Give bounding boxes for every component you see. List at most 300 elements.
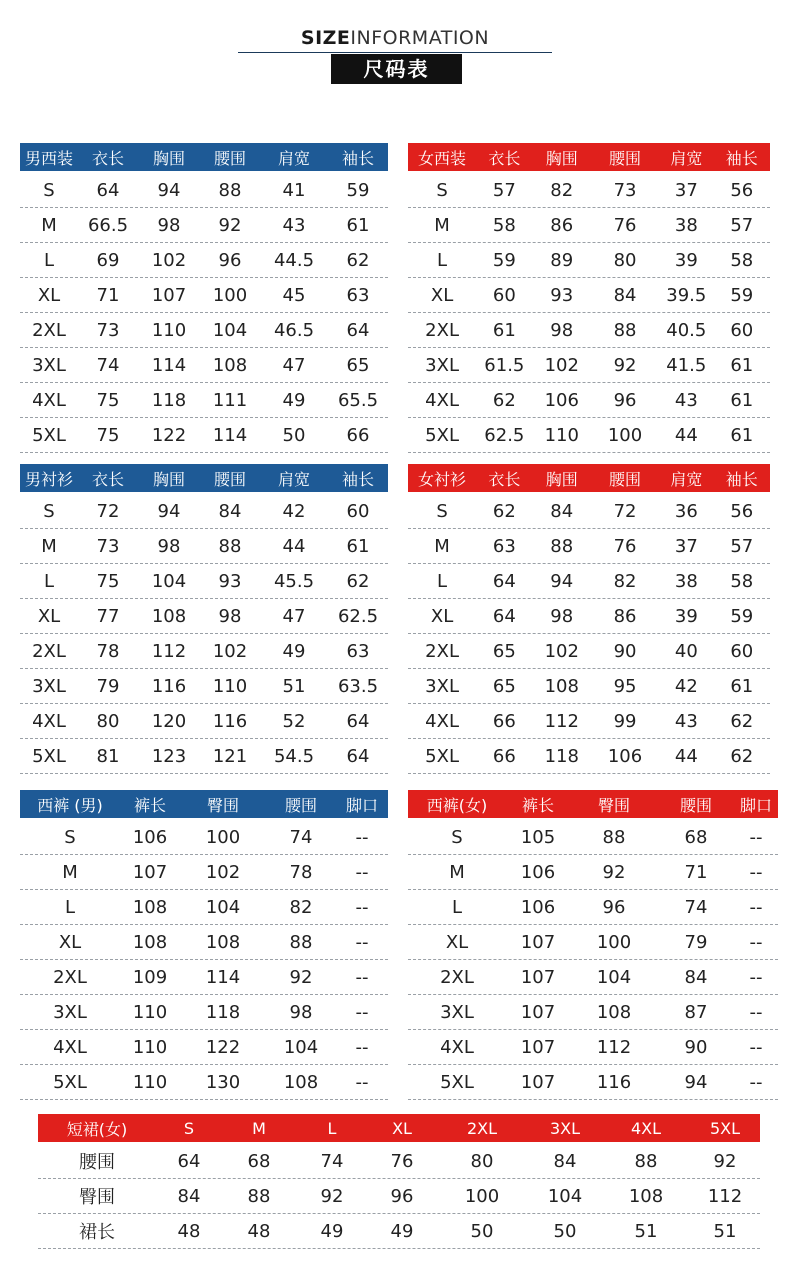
table-row: [408, 208, 770, 243]
column-header: 腰围: [609, 469, 642, 489]
table-cell: 45: [282, 284, 306, 306]
table-cell: 72: [613, 500, 637, 522]
table-cell: 121: [212, 745, 248, 767]
table-cell: --: [749, 966, 763, 988]
table-cell: 84: [177, 1185, 201, 1207]
table-row: [20, 599, 388, 634]
table-row: [408, 925, 778, 960]
table-row: [20, 739, 388, 774]
table-cell: 104: [205, 896, 241, 918]
table-cell: 74: [289, 826, 313, 848]
table-row: [20, 529, 388, 564]
table-cell: 39: [674, 605, 698, 627]
table-cell: 116: [151, 675, 187, 697]
row-label: 4XL: [53, 1036, 87, 1058]
table-row: [408, 173, 770, 208]
row-label: 4XL: [425, 389, 459, 411]
table-cell: 76: [390, 1150, 414, 1172]
row-label: L: [437, 249, 448, 271]
table-cell: 71: [96, 284, 120, 306]
table-cell: 118: [544, 745, 579, 767]
table-row: [408, 890, 778, 925]
table-cell: 114: [205, 966, 241, 988]
column-header: 3XL: [549, 1118, 581, 1138]
table-cell: 43: [674, 710, 698, 732]
table-cell: --: [355, 861, 369, 883]
table-cell: 86: [613, 605, 637, 627]
column-header: 胸围: [152, 148, 185, 168]
table-cell: 98: [550, 605, 574, 627]
row-label: XL: [430, 605, 454, 627]
table-cell: 59: [346, 179, 370, 201]
table-cell: 100: [464, 1185, 500, 1207]
table-cell: 65: [492, 640, 516, 662]
table-cell: 38: [674, 214, 698, 236]
row-label: 2XL: [53, 966, 87, 988]
row-label: 3XL: [425, 354, 459, 376]
table-cell: 100: [212, 284, 248, 306]
table-cell: 47: [282, 354, 306, 376]
table-cell: --: [749, 896, 763, 918]
men-shirt-size-table: [20, 464, 388, 778]
table-cell: 90: [684, 1036, 708, 1058]
table-cell: 98: [218, 605, 242, 627]
table-row: [408, 243, 770, 278]
table-cell: 49: [320, 1220, 344, 1242]
row-label: M: [41, 535, 57, 557]
table-cell: 109: [132, 966, 168, 988]
table-cell: 80: [613, 249, 637, 271]
table-row: [20, 208, 388, 243]
table-row: [20, 669, 388, 704]
column-header: 胸围: [152, 469, 185, 489]
table-cell: 61: [346, 535, 370, 557]
table-cell: 108: [596, 1001, 632, 1023]
column-header: 裤长: [521, 795, 554, 815]
column-header: M: [252, 1118, 266, 1138]
table-cell: 51: [282, 675, 306, 697]
table-row: [20, 890, 388, 925]
table-row: [408, 995, 778, 1030]
table-cell: 74: [96, 354, 120, 376]
table-cell: 118: [205, 1001, 241, 1023]
table-row: [408, 529, 770, 564]
table-cell: 44: [282, 535, 306, 557]
table-cell: 62: [346, 249, 370, 271]
table-cell: 108: [212, 354, 248, 376]
column-header: 袖长: [341, 469, 374, 489]
table-cell: 61: [730, 389, 754, 411]
table-cell: 108: [132, 931, 168, 953]
table-cell: 100: [596, 931, 632, 953]
table-cell: --: [355, 931, 369, 953]
table-cell: 64: [177, 1150, 201, 1172]
table-cell: 79: [684, 931, 708, 953]
table-cell: 112: [544, 710, 579, 732]
table-cell: 84: [684, 966, 708, 988]
table-cell: 98: [157, 214, 181, 236]
table-cell: 74: [684, 896, 708, 918]
table-cell: 58: [492, 214, 516, 236]
table-cell: 62: [492, 389, 516, 411]
header-divider: [238, 52, 552, 53]
table-cell: 74: [320, 1150, 344, 1172]
row-label: 2XL: [425, 640, 459, 662]
table-cell: 81: [96, 745, 120, 767]
row-label: 3XL: [440, 1001, 474, 1023]
table-row: [20, 704, 388, 739]
table-row: [408, 494, 770, 529]
table-cell: 47: [282, 605, 306, 627]
table-cell: 107: [520, 931, 556, 953]
table-row: [38, 1179, 760, 1214]
column-header: 短裙(女): [66, 1119, 128, 1139]
table-cell: 76: [613, 214, 637, 236]
table-cell: 39.5: [666, 284, 707, 306]
title-en-bold: SIZE: [300, 27, 351, 49]
table-cell: 104: [151, 570, 187, 592]
table-cell: --: [749, 1071, 763, 1093]
table-row: [20, 634, 388, 669]
table-cell: 42: [282, 500, 306, 522]
table-cell: 110: [151, 319, 187, 341]
table-cell: 69: [96, 249, 120, 271]
table-cell: 43: [674, 389, 698, 411]
row-label: 3XL: [53, 1001, 87, 1023]
table-cell: 107: [132, 861, 168, 883]
column-header: 裤长: [133, 795, 166, 815]
row-label: XL: [37, 605, 61, 627]
table-cell: 104: [547, 1185, 583, 1207]
table-cell: 44: [674, 424, 698, 446]
table-cell: 98: [157, 535, 181, 557]
column-header: 女西装: [418, 148, 467, 168]
table-cell: 64: [492, 570, 516, 592]
table-cell: 110: [212, 675, 248, 697]
table-row: [408, 669, 770, 704]
table-cell: 51: [713, 1220, 737, 1242]
table-cell: 40: [674, 640, 698, 662]
table-row: [408, 599, 770, 634]
column-header: 臀围: [597, 795, 630, 815]
table-cell: 64: [346, 319, 370, 341]
column-header: 腰围: [609, 148, 642, 168]
table-cell: 45.5: [273, 570, 315, 592]
table-cell: 116: [596, 1071, 632, 1093]
table-header: [38, 1114, 760, 1142]
table-cell: 102: [544, 640, 579, 662]
table-row: [20, 348, 388, 383]
table-cell: 116: [212, 710, 248, 732]
table-row: [408, 1030, 778, 1065]
table-cell: 65.5: [337, 389, 379, 411]
table-cell: --: [355, 1036, 369, 1058]
table-header: [408, 143, 770, 171]
table-row: [408, 634, 770, 669]
table-header: [20, 790, 388, 818]
table-row: [20, 855, 388, 890]
table-cell: 107: [520, 1071, 556, 1093]
row-label: 裙长: [79, 1222, 115, 1243]
table-cell: 75: [96, 389, 120, 411]
table-cell: 102: [205, 861, 241, 883]
table-cell: 123: [151, 745, 187, 767]
column-header: 脚口: [739, 795, 772, 815]
row-label: 5XL: [32, 745, 66, 767]
table-cell: 88: [550, 535, 574, 557]
table-cell: 88: [247, 1185, 271, 1207]
women-suit-size-table: [408, 143, 770, 457]
table-cell: 61: [730, 675, 754, 697]
table-cell: 79: [96, 675, 120, 697]
table-cell: 37: [674, 535, 698, 557]
row-label: XL: [58, 931, 82, 953]
table-cell: 93: [550, 284, 574, 306]
table-cell: 63: [492, 535, 516, 557]
table-cell: 61.5: [484, 354, 525, 376]
table-row: [408, 418, 770, 453]
table-cell: 88: [218, 535, 242, 557]
table-cell: 92: [218, 214, 242, 236]
table-cell: 50: [282, 424, 306, 446]
table-cell: 66: [492, 745, 516, 767]
column-header: 肩宽: [670, 148, 703, 168]
table-cell: 92: [613, 354, 637, 376]
table-row: [408, 960, 778, 995]
table-row: [408, 1065, 778, 1100]
table-cell: 57: [730, 214, 754, 236]
column-header: 腰围: [213, 148, 246, 168]
table-cell: 107: [520, 966, 556, 988]
table-row: [20, 173, 388, 208]
table-cell: 122: [205, 1036, 241, 1058]
row-label: M: [449, 861, 465, 883]
title-en-light: INFORMATION: [350, 27, 490, 49]
table-cell: 52: [282, 710, 306, 732]
column-header: S: [183, 1118, 195, 1138]
table-row: [20, 925, 388, 960]
row-label: 5XL: [440, 1071, 474, 1093]
row-label: 5XL: [53, 1071, 87, 1093]
row-label: S: [451, 826, 463, 848]
table-cell: 102: [212, 640, 248, 662]
table-row: [20, 820, 388, 855]
table-row: [20, 960, 388, 995]
table-cell: 120: [151, 710, 187, 732]
table-row: [408, 564, 770, 599]
table-cell: 108: [132, 896, 168, 918]
row-label: 4XL: [440, 1036, 474, 1058]
table-row: [20, 313, 388, 348]
table-row: [20, 494, 388, 529]
table-cell: 44.5: [273, 249, 315, 271]
table-cell: 110: [132, 1036, 168, 1058]
table-cell: 122: [151, 424, 187, 446]
table-cell: 75: [96, 570, 120, 592]
table-row: [20, 418, 388, 453]
table-cell: --: [355, 966, 369, 988]
table-row: [20, 1030, 388, 1065]
table-header: [408, 790, 778, 818]
table-cell: 96: [602, 896, 626, 918]
table-cell: 68: [684, 826, 708, 848]
table-cell: 118: [151, 389, 187, 411]
table-cell: 50: [470, 1220, 494, 1242]
column-header: 胸围: [545, 148, 578, 168]
row-label: S: [64, 826, 76, 848]
table-cell: 78: [96, 640, 120, 662]
table-cell: 95: [613, 675, 637, 697]
row-label: L: [437, 570, 448, 592]
table-cell: 80: [96, 710, 120, 732]
table-cell: 114: [151, 354, 187, 376]
column-header: 衣长: [91, 148, 124, 168]
row-label: 5XL: [425, 424, 459, 446]
table-cell: 108: [205, 931, 241, 953]
table-cell: --: [355, 896, 369, 918]
table-cell: 42: [674, 675, 698, 697]
table-header: [20, 143, 388, 171]
table-cell: 62.5: [484, 424, 525, 446]
table-cell: 94: [550, 570, 574, 592]
column-header: 衣长: [91, 469, 124, 489]
table-cell: 66.5: [87, 214, 129, 236]
table-cell: 77: [96, 605, 120, 627]
table-cell: 104: [596, 966, 632, 988]
table-cell: --: [749, 931, 763, 953]
table-cell: 58: [730, 570, 754, 592]
table-cell: 64: [492, 605, 516, 627]
row-label: 4XL: [425, 710, 459, 732]
table-cell: 60: [730, 640, 754, 662]
table-cell: 73: [96, 319, 120, 341]
table-cell: 106: [607, 745, 643, 767]
table-cell: 46.5: [273, 319, 315, 341]
row-label: L: [43, 570, 55, 592]
table-cell: --: [355, 826, 369, 848]
column-header: 腰围: [679, 795, 712, 815]
table-header: [20, 464, 388, 492]
table-cell: 57: [492, 179, 516, 201]
table-row: [38, 1214, 760, 1249]
table-cell: 106: [520, 896, 556, 918]
table-cell: 44: [674, 745, 698, 767]
table-cell: 107: [151, 284, 187, 306]
table-cell: 73: [96, 535, 120, 557]
table-row: [408, 820, 778, 855]
column-header: 4XL: [630, 1118, 662, 1138]
table-row: [408, 313, 770, 348]
table-row: [20, 243, 388, 278]
table-cell: 104: [283, 1036, 319, 1058]
row-label: 3XL: [32, 354, 66, 376]
table-cell: 82: [550, 179, 574, 201]
table-cell: 88: [634, 1150, 658, 1172]
table-cell: 102: [151, 249, 187, 271]
row-label: 2XL: [440, 966, 474, 988]
column-header: XL: [392, 1118, 412, 1138]
table-cell: 84: [218, 500, 242, 522]
table-cell: 106: [520, 861, 556, 883]
table-cell: 108: [151, 605, 187, 627]
table-row: [408, 348, 770, 383]
table-header: [408, 464, 770, 492]
table-cell: 43: [282, 214, 306, 236]
table-row: [20, 995, 388, 1030]
row-label: 2XL: [425, 319, 459, 341]
table-cell: 56: [730, 179, 754, 201]
table-cell: 106: [132, 826, 168, 848]
table-cell: --: [749, 1001, 763, 1023]
table-cell: 108: [628, 1185, 664, 1207]
row-label: L: [451, 896, 463, 918]
table-cell: 48: [177, 1220, 201, 1242]
table-cell: 58: [730, 249, 754, 271]
table-cell: 60: [346, 500, 370, 522]
table-row: [408, 855, 778, 890]
row-label: 3XL: [425, 675, 459, 697]
table-cell: 51: [634, 1220, 658, 1242]
table-cell: 60: [492, 284, 516, 306]
table-cell: 63: [346, 284, 370, 306]
table-cell: 49: [282, 389, 306, 411]
table-cell: 96: [218, 249, 242, 271]
table-cell: 110: [132, 1001, 168, 1023]
table-cell: 98: [289, 1001, 313, 1023]
column-header: 胸围: [545, 469, 578, 489]
column-header: 袖长: [725, 469, 758, 489]
row-label: M: [62, 861, 78, 883]
table-cell: 71: [684, 861, 708, 883]
table-cell: 41.5: [666, 354, 707, 376]
row-label: XL: [430, 284, 454, 306]
column-header: 衣长: [488, 148, 521, 168]
table-cell: 111: [212, 389, 248, 411]
row-label: S: [43, 179, 55, 201]
table-cell: 114: [212, 424, 248, 446]
column-header: 脚口: [345, 795, 378, 815]
table-cell: 63: [346, 640, 370, 662]
table-cell: 84: [553, 1150, 577, 1172]
table-cell: 110: [544, 424, 579, 446]
table-row: [38, 1144, 760, 1179]
men-pants-size-table: [20, 790, 388, 1104]
table-cell: 88: [218, 179, 242, 201]
men-suit-size-table: [20, 143, 388, 457]
table-cell: 64: [96, 179, 120, 201]
row-label: S: [43, 500, 55, 522]
table-cell: 88: [602, 826, 626, 848]
table-cell: 65: [346, 354, 370, 376]
table-cell: 68: [247, 1150, 271, 1172]
table-cell: 94: [684, 1071, 708, 1093]
table-row: [20, 564, 388, 599]
table-row: [408, 383, 770, 418]
table-cell: 100: [607, 424, 643, 446]
column-header: 腰围: [284, 795, 317, 815]
table-cell: 62: [730, 745, 754, 767]
table-cell: 93: [218, 570, 242, 592]
table-cell: 82: [289, 896, 313, 918]
table-cell: 62.5: [337, 605, 379, 627]
row-label: 2XL: [32, 640, 66, 662]
table-cell: 96: [613, 389, 637, 411]
table-cell: 100: [205, 826, 241, 848]
table-cell: 99: [613, 710, 637, 732]
column-header: 女衬衫: [418, 469, 467, 489]
table-cell: 63.5: [337, 675, 379, 697]
column-header: 5XL: [709, 1118, 741, 1138]
